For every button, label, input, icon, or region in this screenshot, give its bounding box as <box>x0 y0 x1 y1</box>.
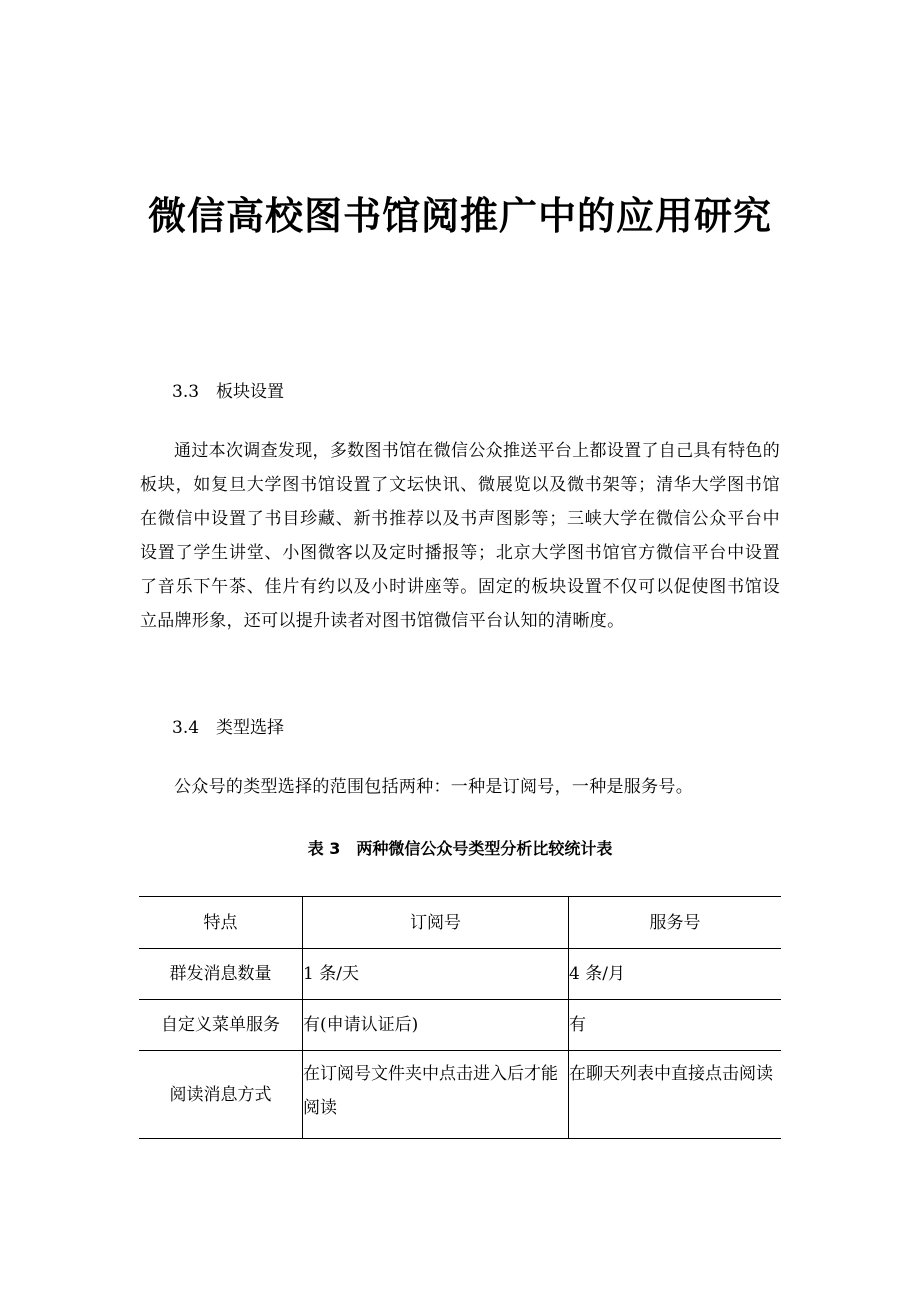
table-cell: 群发消息数量 <box>139 949 303 1000</box>
table-cell: 有 <box>569 1000 782 1051</box>
table-cell: 在聊天列表中直接点击阅读 <box>569 1051 782 1139</box>
table-cell: 1 条/天 <box>303 949 569 1000</box>
table-cell: 阅读消息方式 <box>139 1051 303 1139</box>
table-row <box>139 949 781 1000</box>
table-header-cell: 特点 <box>139 897 303 949</box>
table-cell: 有(申请认证后) <box>303 1000 569 1051</box>
comparison-table <box>139 896 781 1139</box>
section-paragraph-3-3: 通过本次调查发现，多数图书馆在微信公众推送平台上都设置了自己具有特色的板块，如复旦大学图书馆设置了文坛快讯、微展览以及微书架等；清华大学图书馆在微信中设置了书目珍藏、新书推荐以及书声图影等；三峡大学在微信公众平台中设置了学生讲堂、小图微客以及定时播报等；北京大学图书馆官方微信平台中设置了音乐下午茶、佳片有约以及小时讲座等。固定的板块设置不仅可以促使图书馆设立品牌形象，还可以提升读者对图书馆微信平台认知的清晰度。 <box>140 441 780 631</box>
table-header-cell: 订阅号 <box>303 897 569 949</box>
table-cell: 在订阅号文件夹中点击进入后才能阅读 <box>303 1051 569 1139</box>
table-cell: 4 条/月 <box>569 949 782 1000</box>
table-header-row <box>139 897 781 949</box>
section-heading-3-3: 3.3 板块设置 <box>172 382 285 402</box>
section-paragraph-3-4: 公众号的类型选择的范围包括两种：一种是订阅号，一种是服务号。 <box>174 777 693 797</box>
table-row <box>139 1051 781 1139</box>
table-row <box>139 1000 781 1051</box>
document-title: 微信高校图书馆阅推广中的应用研究 <box>147 194 772 238</box>
table-header-cell: 服务号 <box>569 897 782 949</box>
section-heading-3-4: 3.4 类型选择 <box>172 718 285 738</box>
table-caption: 表 3 两种微信公众号类型分析比较统计表 <box>307 839 613 858</box>
table-cell: 自定义菜单服务 <box>139 1000 303 1051</box>
